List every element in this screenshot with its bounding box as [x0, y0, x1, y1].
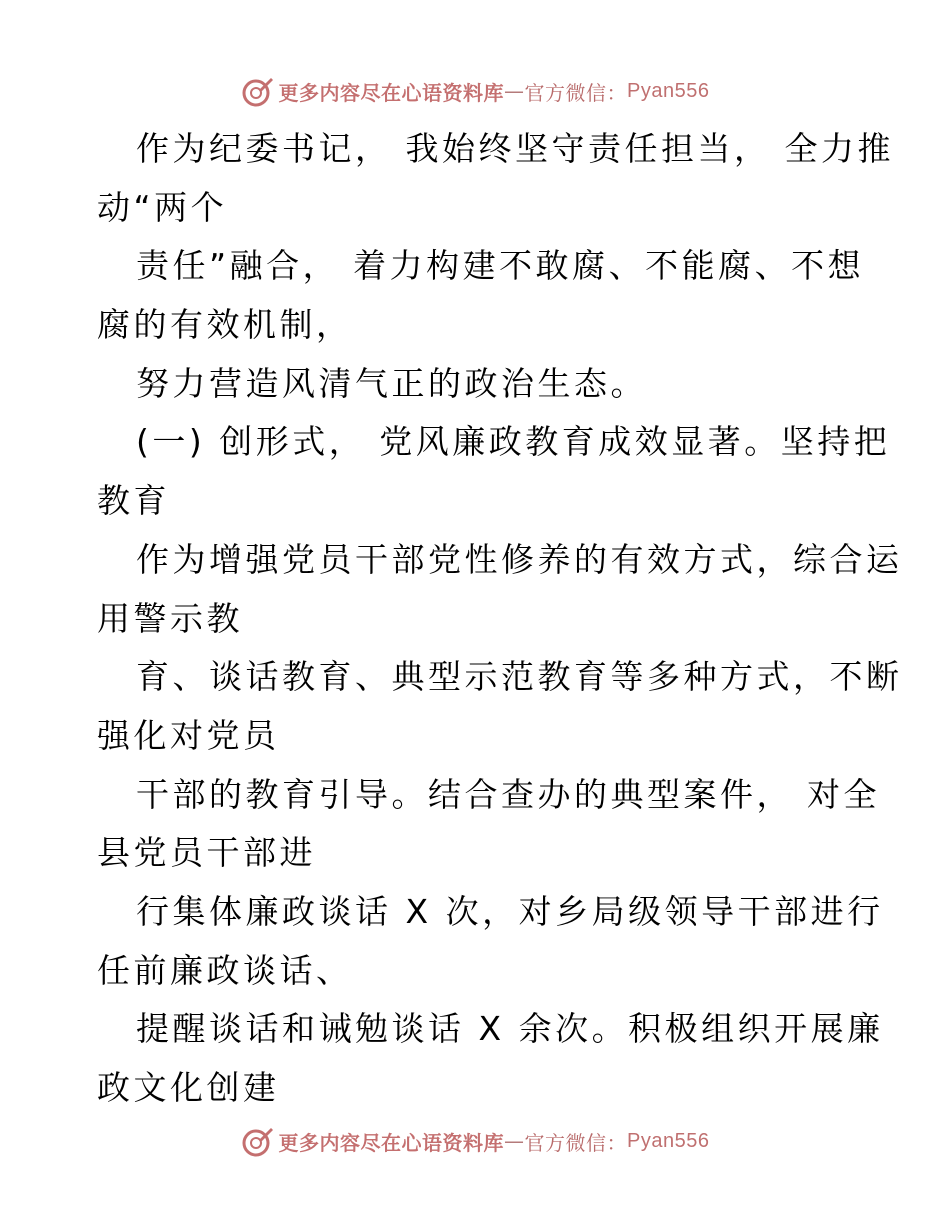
text-line: 县党员干部进 — [97, 833, 316, 873]
text-line: 政文化创建 — [97, 1068, 280, 1107]
text-line: 腐的有效机制， — [97, 305, 353, 345]
footer-handle: Pyan556 — [627, 1129, 710, 1152]
footer-brand: 更多内容尽在心语资料库 — [278, 1130, 505, 1155]
text-line: 行集体廉政谈话 X 次，对乡局级领导干部进行 — [136, 891, 884, 931]
text-line: 用警示教 — [97, 598, 243, 638]
text-line: 动“两个 — [97, 187, 228, 227]
header-handle: Pyan556 — [627, 79, 710, 102]
footer-watermark — [0, 1121, 950, 1161]
text-line: 教育 — [97, 481, 170, 521]
document-body — [97, 120, 903, 1118]
text-line: (一) 创形式， 党风廉政教育成效显著。坚持把 — [136, 422, 891, 462]
pen-nib-circle-icon — [241, 1124, 275, 1158]
text-line: 努力营造风清气正的政治生态。 — [136, 363, 647, 403]
text-line: 作为纪委书记， 我始终坚守责任担当， 全力推 — [136, 129, 894, 168]
pen-nib-circle-icon — [241, 74, 275, 108]
footer-separator: — — [504, 1129, 525, 1153]
text-line: 任前廉政谈话、 — [97, 950, 353, 990]
header-suffix: 官方微信： — [524, 80, 628, 105]
text-line: 作为增强党员干部党性修养的有效方式，综合运 — [136, 539, 903, 579]
header-watermark — [0, 71, 950, 111]
text-line: 育、谈话教育、典型示范教育等多种方式，不断 — [136, 657, 903, 697]
text-line: 强化对党员 — [97, 715, 280, 755]
text-line: 提醒谈话和诫勉谈话 X 余次。积极组织开展廉 — [136, 1009, 884, 1049]
header-brand: 更多内容尽在心语资料库 — [278, 80, 505, 105]
text-line: 责任”融合， 着力构建不敢腐、不能腐、不想 — [136, 246, 865, 286]
footer-suffix: 官方微信： — [524, 1130, 628, 1155]
text-line: 干部的教育引导。结合查办的典型案件， 对全 — [136, 774, 880, 814]
header-separator: — — [504, 79, 525, 103]
